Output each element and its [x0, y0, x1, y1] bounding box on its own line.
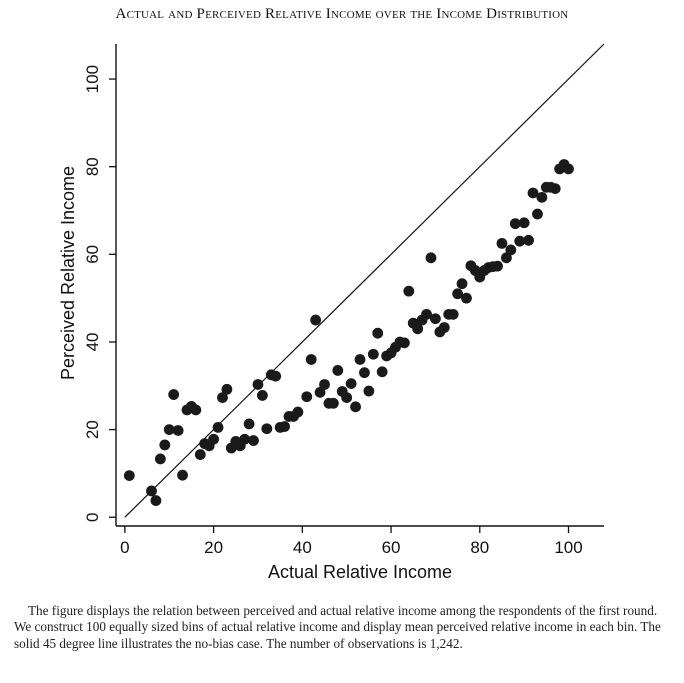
x-tick-label: 100	[554, 538, 583, 557]
data-point	[399, 337, 410, 348]
data-point	[301, 391, 312, 402]
y-tick-label: 60	[83, 244, 102, 264]
data-point	[372, 328, 383, 339]
data-point	[505, 245, 516, 256]
data-point	[550, 183, 561, 194]
data-point	[257, 390, 268, 401]
x-tick-label: 80	[470, 538, 490, 557]
data-point	[461, 293, 472, 304]
data-point	[341, 392, 352, 403]
data-point	[155, 454, 166, 465]
data-point	[319, 379, 330, 390]
data-point	[328, 398, 339, 409]
y-axis-label: Perceived Relative Income	[58, 165, 78, 381]
data-point	[350, 401, 361, 412]
data-point	[448, 309, 459, 320]
data-point	[124, 470, 135, 481]
y-tick-label: 40	[83, 332, 102, 352]
data-point	[310, 315, 321, 326]
data-point	[346, 378, 357, 389]
data-point	[195, 449, 206, 460]
data-point	[151, 495, 162, 506]
data-point	[173, 425, 184, 436]
data-point	[270, 371, 281, 382]
data-point	[563, 163, 574, 174]
figure-caption: The figure displays the relation between perceived and actual relative income among the respondents of the first round. We construct 100 equally sized bins of actual relative income and display mean perceived relative income in each bin. The solid 45 degree line illustrates the no-bias case. The number of observations is 1,242.	[14, 603, 661, 651]
data-point	[306, 354, 317, 365]
data-point	[168, 389, 179, 400]
x-tick-label: 20	[204, 538, 224, 557]
x-tick-label: 40	[292, 538, 312, 557]
data-point	[253, 379, 264, 390]
data-point	[363, 386, 374, 397]
y-tick-label: 20	[83, 420, 102, 440]
data-point	[146, 486, 157, 497]
data-point	[359, 367, 370, 378]
data-point	[261, 423, 272, 434]
y-tick-label: 80	[83, 157, 102, 177]
data-point	[532, 209, 543, 220]
data-point	[368, 349, 379, 360]
data-point	[519, 217, 530, 228]
data-point	[492, 261, 503, 272]
data-point	[222, 384, 233, 395]
data-point	[536, 192, 547, 203]
data-point	[159, 440, 170, 451]
data-point	[248, 435, 259, 446]
data-point	[208, 434, 219, 445]
x-axis-label: Actual Relative Income	[267, 562, 453, 582]
y-tick-label: 100	[83, 64, 102, 94]
data-point	[426, 252, 437, 263]
x-tick-label: 0	[120, 538, 130, 557]
data-point	[497, 238, 508, 249]
x-tick-label: 60	[381, 538, 401, 557]
data-point	[292, 407, 303, 418]
data-point	[439, 322, 450, 333]
data-point	[355, 354, 366, 365]
data-point	[403, 286, 414, 297]
chart-title: Actual and Perceived Relative Income over the Income Distribution	[115, 6, 569, 22]
data-point	[190, 404, 201, 415]
data-point	[213, 422, 224, 433]
data-point	[332, 365, 343, 376]
data-point	[430, 313, 441, 324]
data-point	[457, 278, 468, 289]
reference-45-degree-line	[125, 44, 604, 517]
data-points	[124, 159, 574, 506]
data-point	[244, 419, 255, 430]
data-point	[177, 470, 188, 481]
data-point	[279, 421, 290, 432]
data-point	[523, 235, 534, 246]
data-point	[377, 366, 388, 377]
y-tick-label: 0	[83, 512, 102, 522]
